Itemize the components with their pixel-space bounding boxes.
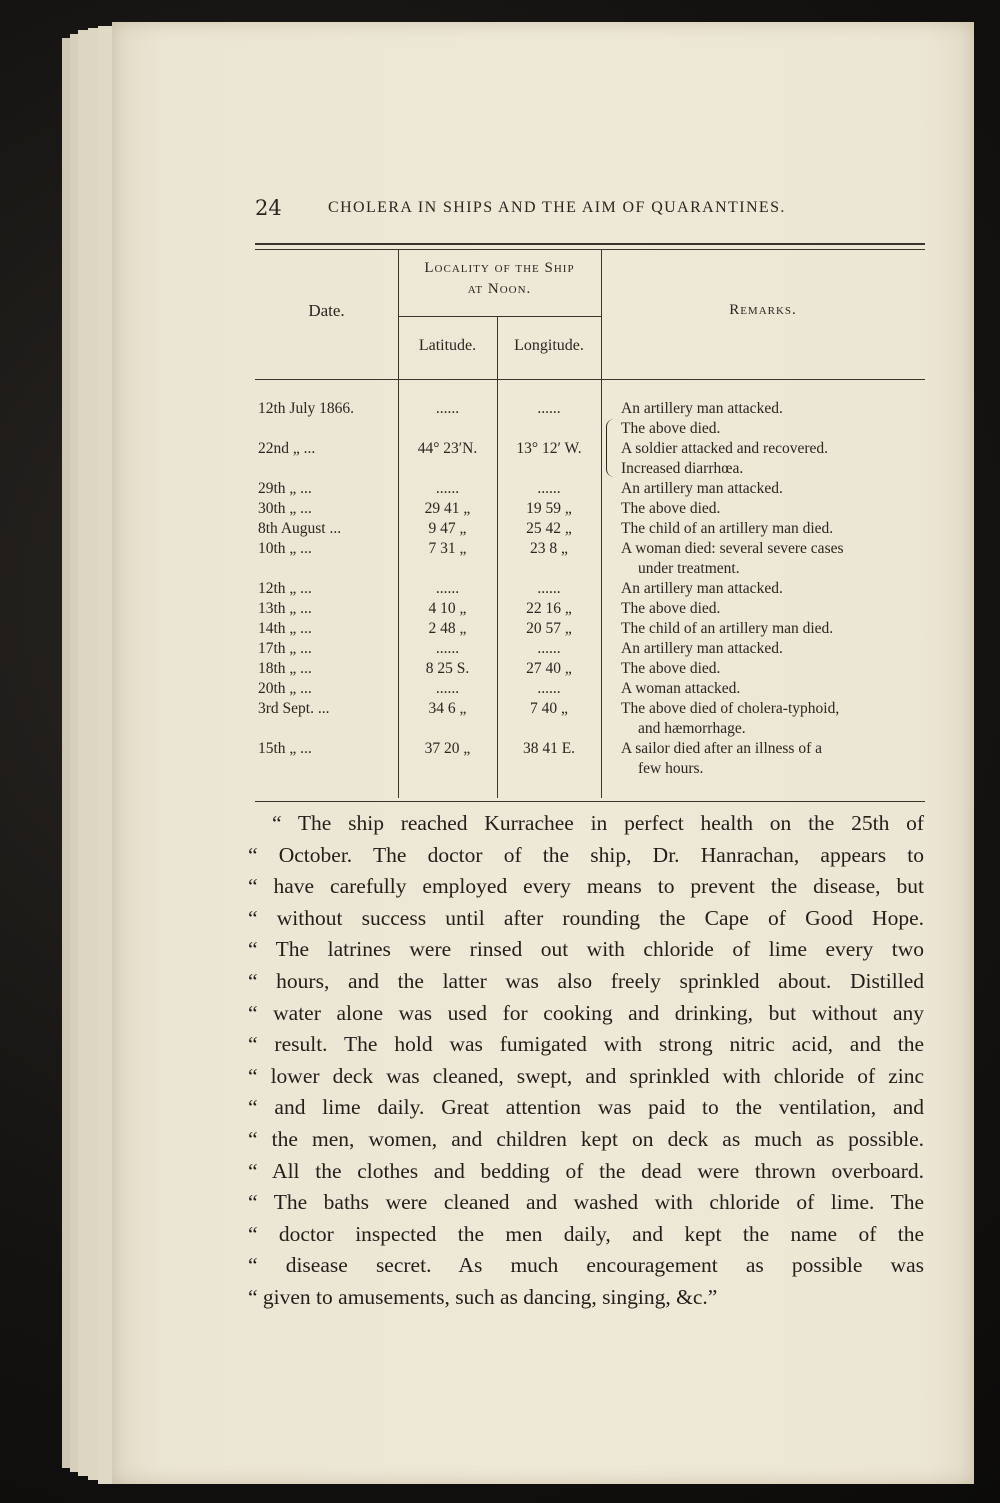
remarks-cell: The child of an artillery man died. bbox=[621, 620, 834, 637]
latitude-cell: ...... bbox=[435, 640, 460, 657]
date-cell: 10th „ ... bbox=[258, 540, 312, 557]
longitude-cell: 20 57 „ bbox=[526, 620, 572, 637]
date-cell: 18th „ ... bbox=[258, 660, 312, 677]
date-cell: 8th August ... bbox=[258, 520, 342, 537]
longitude-cell: 19 59 „ bbox=[526, 500, 572, 517]
latitude-cell: ...... bbox=[435, 400, 460, 417]
header-longitude: Longitude. bbox=[514, 337, 584, 354]
paragraph-line: “ the men, women, and children kept on deck as much as possible. bbox=[248, 1126, 924, 1151]
column-divider bbox=[601, 250, 602, 798]
longitude-cell: 27 40 „ bbox=[526, 660, 572, 677]
remarks-cell: The above died. bbox=[621, 500, 721, 517]
header-latitude: Latitude. bbox=[418, 337, 477, 354]
longitude-cell: ...... bbox=[537, 680, 561, 697]
paragraph-line: “ and lime daily. Great attention was paid to the ventilation, and bbox=[248, 1095, 924, 1120]
paragraph-line: “ disease secret. As much encouragement as possible was bbox=[248, 1253, 924, 1278]
remarks-cell: The above died. bbox=[621, 420, 721, 437]
paragraph-line: “ doctor inspected the men daily, and kept the name of the bbox=[248, 1221, 924, 1246]
latitude-cell: 7 31 „ bbox=[428, 540, 467, 557]
remarks-cell: An artillery man attacked. bbox=[621, 480, 783, 497]
date-cell: 13th „ ... bbox=[258, 600, 312, 617]
paragraph-line: “ The latrines were rinsed out with chloride of lime every two bbox=[248, 937, 924, 962]
remarks-cell: A soldier attacked and recovered. bbox=[621, 440, 829, 457]
longitude-cell: 23 8 „ bbox=[530, 540, 568, 557]
table-top-rule bbox=[255, 243, 925, 245]
paragraph-line: “ have carefully employed every means to prevent the disease, but bbox=[248, 874, 924, 899]
page-number: 24 bbox=[255, 196, 282, 220]
date-cell: 29th „ ... bbox=[258, 480, 312, 497]
paragraph-line: “ without success until after rounding the Cape of Good Hope. bbox=[248, 905, 924, 930]
latitude-cell: 34 6 „ bbox=[428, 700, 467, 717]
latitude-cell: 37 20 „ bbox=[424, 740, 471, 757]
latitude-cell: ...... bbox=[435, 680, 460, 697]
header-locality: Locality of the Ship bbox=[424, 260, 575, 276]
latitude-cell: 44° 23′N. bbox=[417, 440, 478, 457]
locality-subrule bbox=[398, 316, 601, 317]
date-cell: 14th „ ... bbox=[258, 620, 312, 637]
table-top-rule-thin bbox=[255, 249, 925, 250]
paragraph-line: “ result. The hold was fumigated with strong nitric acid, and the bbox=[248, 1032, 924, 1057]
remarks-cell: Increased diarrhœa. bbox=[621, 460, 744, 477]
date-cell: 12th „ ... bbox=[258, 580, 312, 597]
paragraph-line: “ lower deck was cleaned, swept, and sprinkled with chloride of zinc bbox=[248, 1063, 924, 1088]
date-cell: 30th „ ... bbox=[258, 500, 312, 517]
remarks-cell: An artillery man attacked. bbox=[621, 640, 783, 657]
paragraph-line: “ water alone was used for cooking and drinking, but without any bbox=[248, 1000, 924, 1025]
paragraph-line: “ The ship reached Kurrachee in perfect health on the 25th of bbox=[272, 811, 924, 835]
latitude-cell: 8 25 S. bbox=[425, 660, 470, 677]
longitude-cell: 22 16 „ bbox=[526, 600, 572, 617]
latitude-cell: ...... bbox=[435, 580, 460, 597]
remarks-cell: The above died. bbox=[621, 660, 721, 677]
date-cell: 3rd Sept. ... bbox=[258, 700, 330, 717]
paragraph-line: “ hours, and the latter was also freely sprinkled about. Distilled bbox=[248, 968, 924, 993]
latitude-cell: 29 41 „ bbox=[424, 500, 471, 517]
remarks-cell: An artillery man attacked. bbox=[621, 580, 783, 597]
paragraph-line: “ October. The doctor of the ship, Dr. Hanrachan, appears to bbox=[248, 842, 924, 867]
longitude-cell: 38 41 E. bbox=[522, 740, 576, 757]
latitude-cell: ...... bbox=[435, 480, 460, 497]
header-locality-2: at Noon. bbox=[467, 281, 532, 297]
latitude-cell: 9 47 „ bbox=[428, 520, 467, 537]
longitude-cell: 13° 12′ W. bbox=[516, 440, 582, 457]
running-title: CHOLERA IN SHIPS AND THE AIM OF QUARANTINES. bbox=[328, 199, 786, 216]
remarks-cell: The child of an artillery man died. bbox=[621, 520, 834, 537]
longitude-cell: 7 40 „ bbox=[530, 700, 568, 717]
date-cell: 15th „ ... bbox=[258, 740, 312, 757]
remarks-cell: few hours. bbox=[638, 760, 704, 777]
remarks-cell: under treatment. bbox=[638, 560, 740, 577]
date-cell: 12th July 1866. bbox=[258, 400, 355, 417]
paragraph-line: “ given to amusements, such as dancing, singing, &c.” bbox=[248, 1284, 718, 1309]
header-date: Date. bbox=[308, 301, 345, 320]
remarks-cell: A sailor died after an illness of a bbox=[621, 740, 823, 757]
header-remarks: Remarks. bbox=[729, 302, 797, 318]
latitude-cell: 4 10 „ bbox=[428, 600, 467, 617]
header-bottom-rule bbox=[255, 379, 925, 380]
remarks-cell: and hæmorrhage. bbox=[638, 720, 746, 737]
remarks-brace bbox=[606, 419, 619, 477]
remarks-cell: A woman died: several severe cases bbox=[621, 540, 844, 557]
quoted-paragraph bbox=[248, 808, 924, 1314]
remarks-cell: The above died of cholera-typhoid, bbox=[621, 700, 840, 717]
latitude-cell: 2 48 „ bbox=[428, 620, 467, 637]
longitude-cell: ...... bbox=[537, 640, 561, 657]
remarks-cell: The above died. bbox=[621, 600, 721, 617]
table-bottom-rule bbox=[255, 801, 925, 802]
longitude-cell: ...... bbox=[537, 580, 561, 597]
remarks-cell: A woman attacked. bbox=[621, 680, 741, 697]
longitude-cell: ...... bbox=[537, 400, 561, 417]
paragraph-line: “ The baths were cleaned and washed with chloride of lime. The bbox=[248, 1190, 924, 1215]
longitude-cell: 25 42 „ bbox=[526, 520, 572, 537]
paragraph-line: “ All the clothes and bedding of the dead were thrown overboard. bbox=[248, 1158, 924, 1183]
longitude-cell: ...... bbox=[537, 480, 561, 497]
date-cell: 17th „ ... bbox=[258, 640, 312, 657]
date-cell: 20th „ ... bbox=[258, 680, 312, 697]
remarks-cell: An artillery man attacked. bbox=[621, 400, 783, 417]
date-cell: 22nd „ ... bbox=[258, 440, 316, 457]
